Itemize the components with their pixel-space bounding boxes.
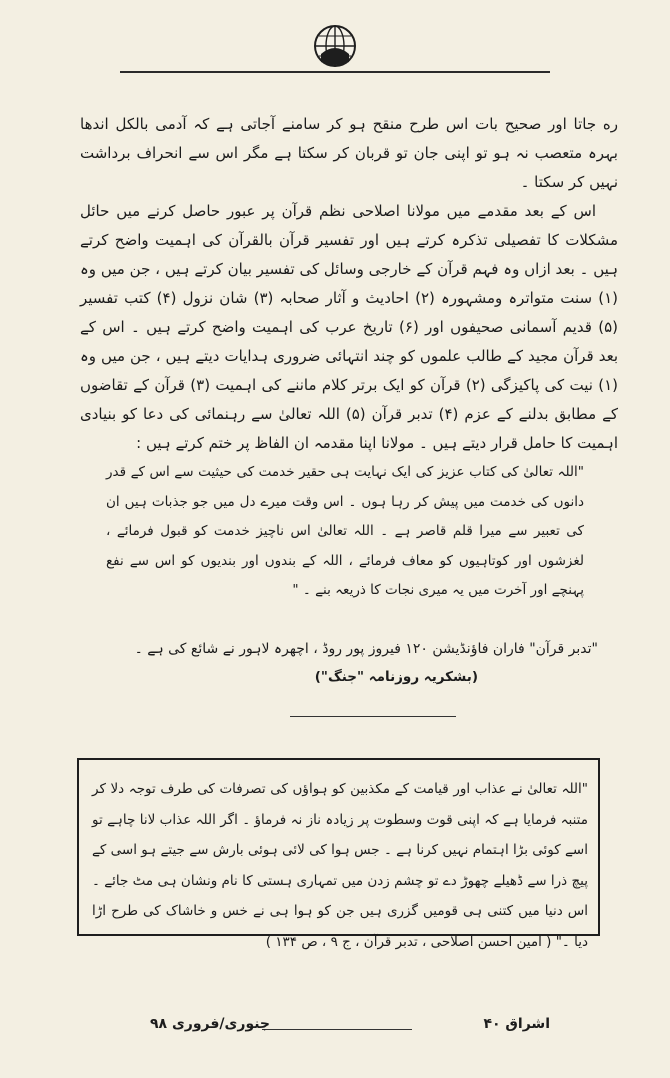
- credit-line: (بشکریہ روزنامہ "جنگ"): [314, 669, 478, 685]
- footer-magazine: اشراق ۴۰: [483, 1016, 550, 1032]
- footer-date: جنوری/فروری ۹۸: [150, 1016, 271, 1032]
- source-note: [134, 635, 598, 691]
- boxed-excerpt-text: "اللہ تعالیٰ نے عذاب اور قیامت کے مکذبین کو ہواؤں کی تصرفات کی طرف توجہ دلا کر متنبہ فرمایا ہے کہ اپنی قوت وسطوت پر زیادہ ناز نہ فرماؤ ۔ اگر اللہ عذاب لانا چاہے تو اسے کوئی بڑا اہتمام نہیں کرنا ہے ۔ جس ہوا کی لائی ہوئی بارش سے جیتے ہو اسی کے پیچ ذرا سے ڈھیلے چھوڑ دے تو چشم زدن میں تمہاری ہستی کا نام ونشان ہی مٹ جائے ۔ اس دنیا میں کتنی ہی قومیں گزری ہیں جن کو ہوا ہی نے خس و خاشاک کی طرح اڑا دیا ۔" ( امین احسن اصلاحی ، تدبر قرآن ، ج ۹ ، ص ۱۳۴ ): [92, 781, 588, 950]
- body-paragraph: ره جاتا اور صحیح بات اس طرح منقح ہو کر سامنے آجاتی ہے کہ آدمی بالکل اندھا بہرہ متعصب نہ ہو تو اپنی جان تو قربان کر سکتا ہے مگر اس سے انحراف برداشت نہیں کر سکتا ۔: [80, 115, 618, 191]
- section-divider: [290, 716, 456, 717]
- boxed-excerpt-body: اللہ تعالیٰ نے عذاب اور قیامت کے مکذبین کو ہواؤں کی تصرفات کی طرف توجہ دلا کر متنبہ فرمایا ہے کہ اپنی قوت وسطوت پر زیادہ ناز نہ فرماؤ ۔ اگر اللہ عذاب لانا چاہے تو اسے کوئی بڑا اہتمام نہیں کرنا ہے ۔ جس ہوا کی لائی ہوئی بارش سے جیتے ہو اسی کے پیچ ذرا سے ڈھیلے چھوڑ دے تو چشم زدن میں تمہاری ہستی کا نام ونشان ہی مٹ جائے ۔ اس دنیا میں کتنی ہی قومیں گزری ہیں جن کو ہوا ہی نے خس و خاشاک کی طرح اڑا دیا ۔" ( امین احسن اصلاحی ، تدبر قرآن ، ج ۹ ، ص ۱۳۴ ): [92, 781, 588, 950]
- source-line-text: تدبر قرآن" فاران فاؤنڈیشن ۱۲۰ فیروز پور روڈ ، اچھرہ لاہور نے شائع کی ہے ۔: [134, 641, 592, 657]
- body-text: [80, 110, 618, 458]
- quote-text: "اللہ تعالیٰ کی کتاب عزیز کی ایک نہایت ہی حقیر خدمت کی حیثیت سے اس کے قدر دانوں کی خدمت میں پیش کر رہا ہوں ۔ اس وقت میرے دل میں جو جذبات ہیں ان کی تعبیر سے میرا قلم قاصر ہے ۔ اللہ تعالیٰ اس ناچیز خدمت کو قبول فرمائے ، لغزشوں اور کوتاہیوں کو معاف فرمائے ، اللہ کے بندوں اور بندیوں کو اس سے نفع پہنچے اور آخرت میں یہ میری نجات کا ذریعہ بنے ۔ ": [106, 464, 584, 598]
- boxed-excerpt: [92, 774, 588, 957]
- quote-body: اللہ تعالیٰ کی کتاب عزیز کی ایک نہایت ہی حقیر خدمت کی حیثیت سے اس کے قدر دانوں کی خدمت میں پیش کر رہا ہوں ۔ اس وقت میرے دل میں جو جذبات ہیں ان کی تعبیر سے میرا قلم قاصر ہے ۔ اللہ تعالیٰ اس ناچیز خدمت کو قبول فرمائے ، لغزشوں اور کوتاہیوں کو معاف فرمائے ، اللہ کے بندوں اور بندیوں کو اس سے نفع پہنچے اور آخرت میں یہ میری نجات کا ذریعہ بنے ۔: [106, 464, 584, 598]
- source-line: "تدبر قرآن" فاران فاؤنڈیشن ۱۲۰ فیروز پور روڈ ، اچھرہ لاہور نے شائع کی ہے ۔: [134, 641, 598, 657]
- page-footer: [150, 1016, 550, 1040]
- footer-rule: [262, 1029, 412, 1030]
- block-quote: [106, 458, 584, 606]
- header-rule: [120, 71, 550, 73]
- body-paragraph: اس کے بعد مقدمے میں مولانا اصلاحی نظم قرآن پر عبور حاصل کرنے میں حائل مشکلات کا تفصیلی تذکرہ کرتے ہیں اور تفسیر قرآن بالقرآن کی اہمیت واضح کرتے ہیں ۔ بعد ازاں وہ فہم قرآن کے خارجی وسائل کی تفسیر بیان کرتے ہیں ، جن میں وہ (۱) سنت متواترہ ومشہورہ (۲) احادیث و آثار صحابہ (۳) شان نزول (۴) کتب تفسیر (۵) قدیم آسمانی صحیفوں اور (۶) تاریخ عرب کی اہمیت واضح کرتے ہیں ۔ اس کے بعد قرآن مجید کے طالب علموں کو چند انتہائی ضروری ہدایات دیتے ہیں ، جن میں وہ (۱) نیت کی پاکیزگی (۲) قرآن کو ایک برتر کلام ماننے کی اہمیت (۳) قرآن کے تقاضوں کے مطابق بدلنے کے عزم (۴) تدبر قرآن (۵) اللہ تعالیٰ سے رہنمائی کی دعا کو بنیادی اہمیت کا حامل قرار دیتے ہیں ۔ مولانا اپنا مقدمہ ان الفاظ پر ختم کرتے ہیں :: [80, 202, 618, 452]
- globe-logo-icon: [313, 24, 357, 68]
